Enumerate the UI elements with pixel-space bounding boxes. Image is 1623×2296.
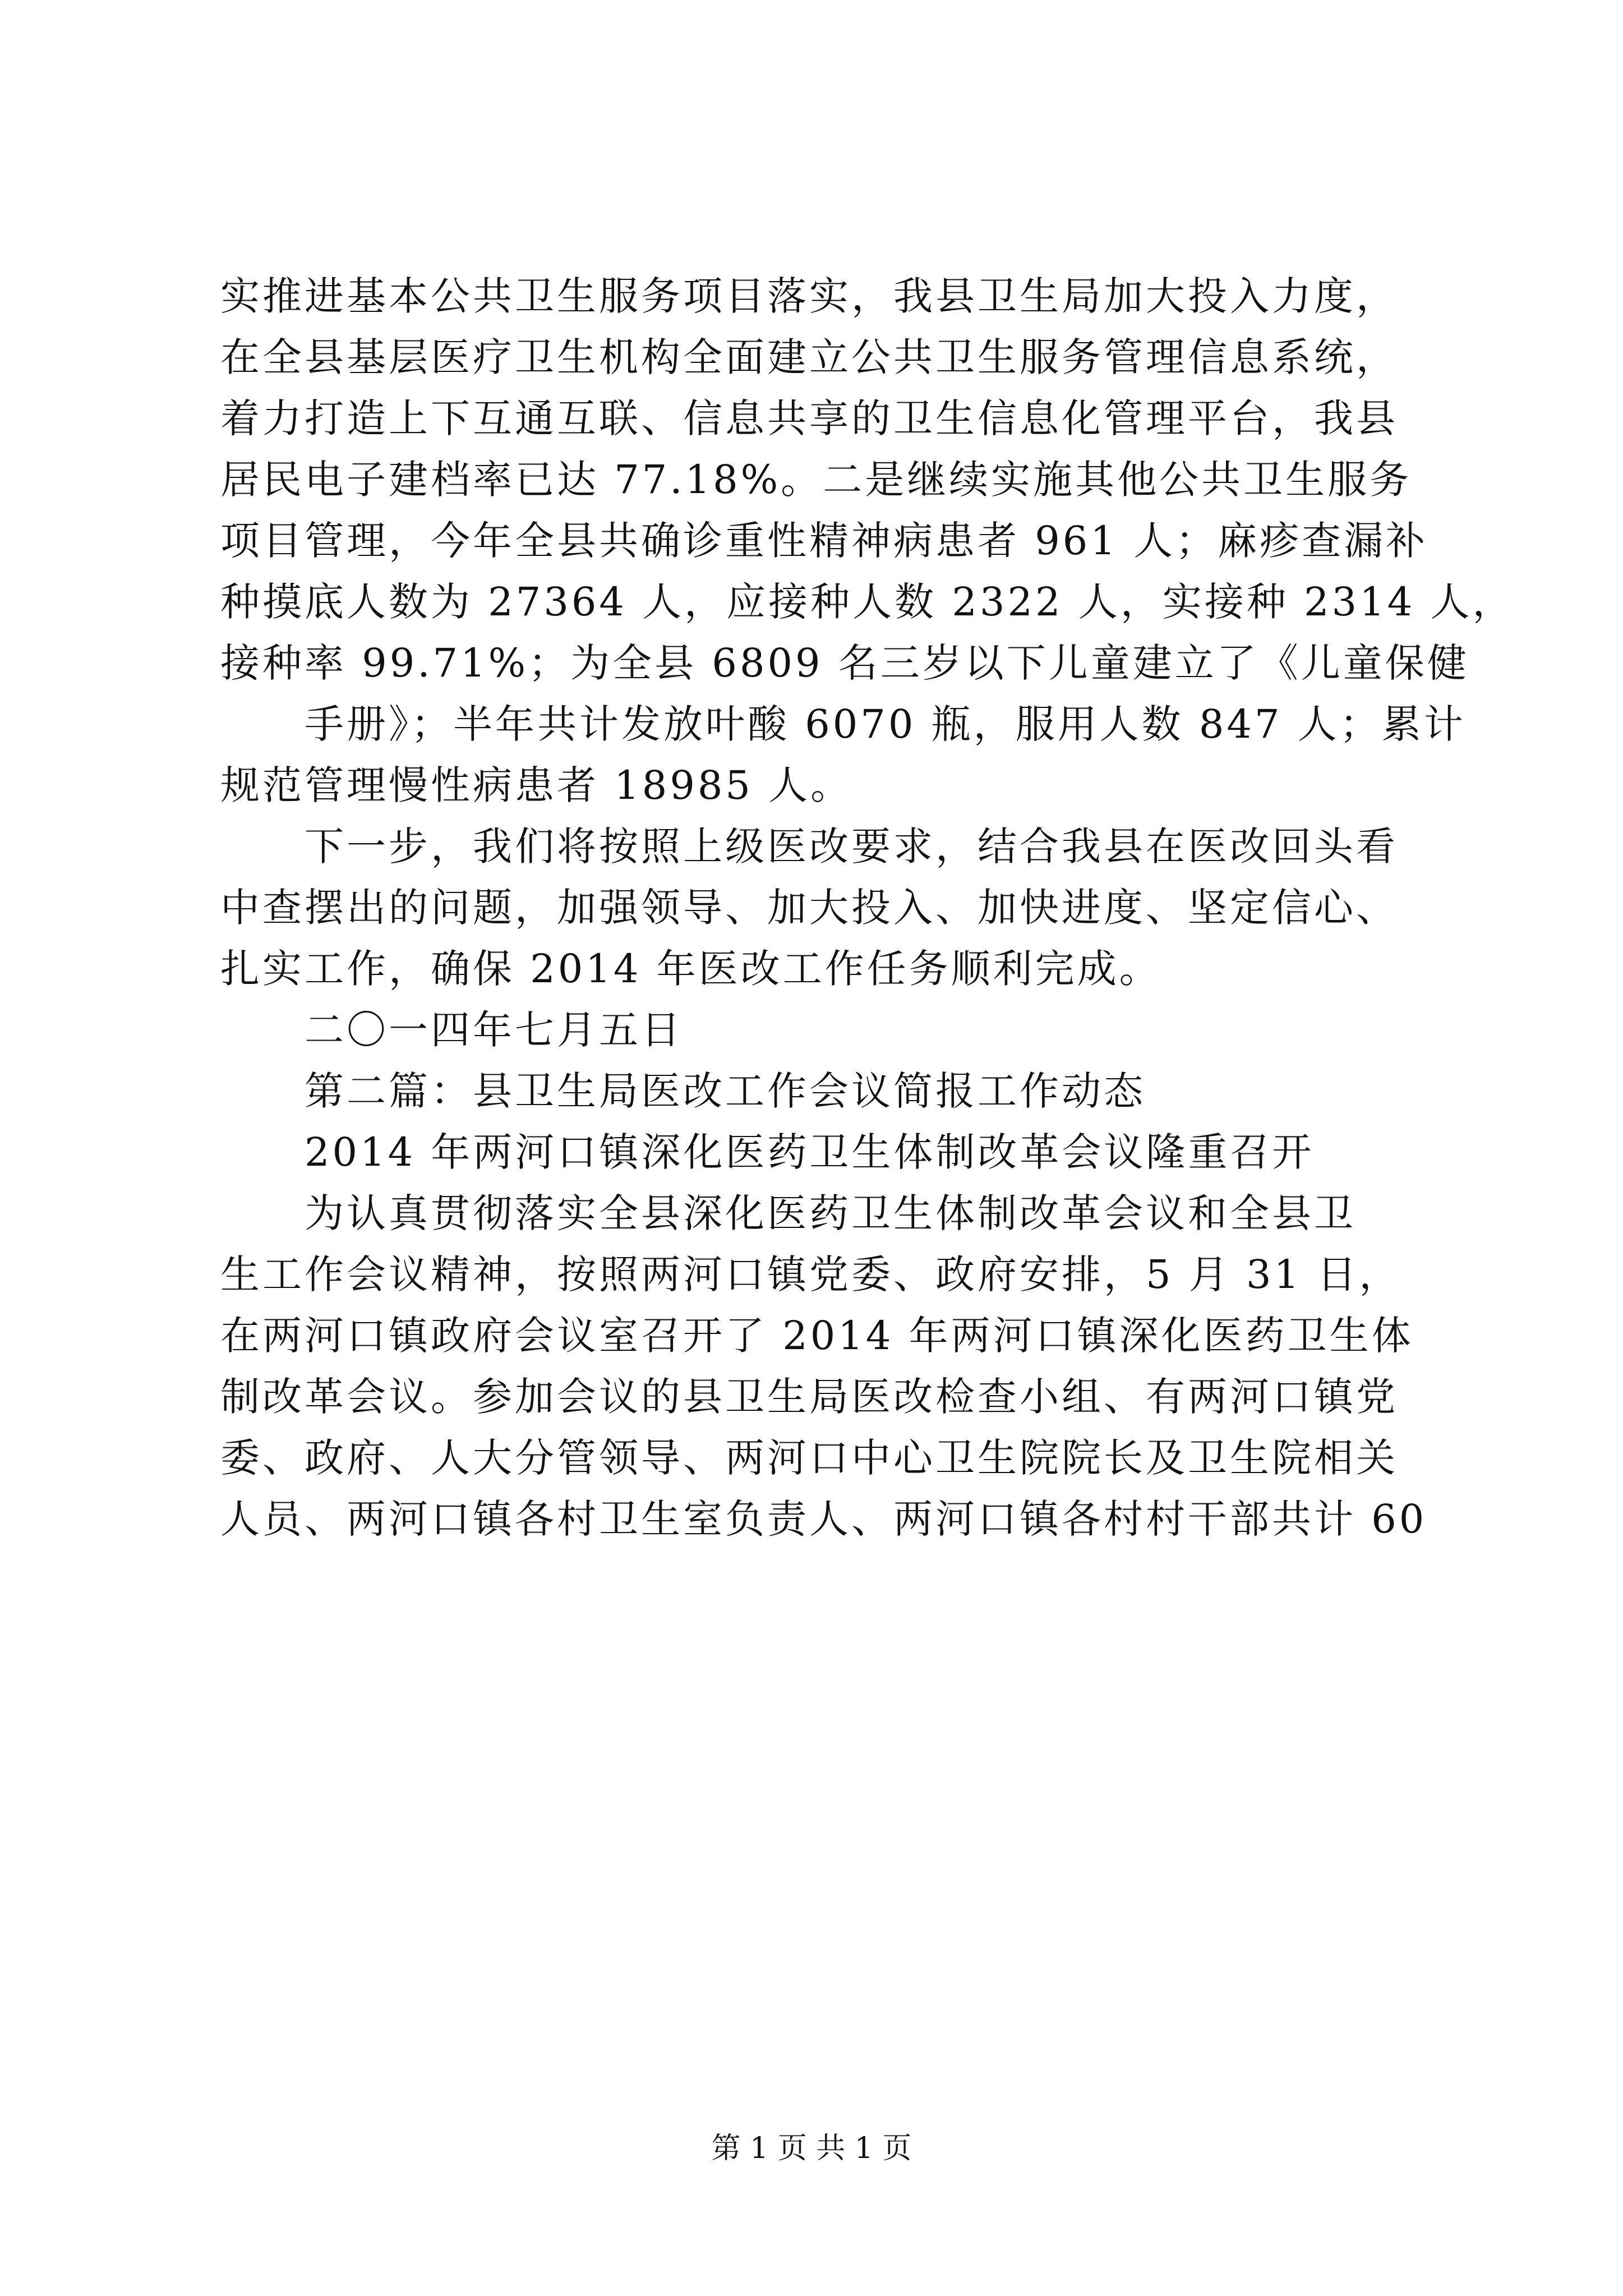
body-line-8: 手册》；半年共计发放叶酸 6070 瓶，服用人数 847 人；累计 — [305, 701, 1466, 747]
date-line: 二〇一四年七月五日 — [305, 1007, 683, 1053]
body-line-19: 制改革会议。参加会议的县卫生局医改检查小组、有两河口镇党 — [220, 1374, 1398, 1420]
body-line-16: 为认真贯彻落实全县深化医药卫生体制改革会议和全县卫 — [305, 1190, 1356, 1236]
body-line-10: 下一步，我们将按照上级医改要求，结合我县在医改回头看 — [305, 823, 1398, 869]
page-number-footer: 第 1 页 共 1 页 — [711, 2132, 912, 2165]
body-line-5: 项目管理，今年全县共确诊重性精神病患者 961 人；麻疹查漏补 — [220, 518, 1428, 564]
body-line-1: 实推进基本公共卫生服务项目落实，我县卫生局加大投入力度， — [220, 273, 1398, 319]
body-line-4: 居民电子建档率已达 77.18%。二是继续实施其他公共卫生服务 — [220, 457, 1412, 503]
body-line-17: 生工作会议精神，按照两河口镇党委、政府安排，5 月 31 日， — [220, 1251, 1401, 1297]
body-line-7: 接种率 99.71%；为全县 6809 名三岁以下儿童建立了《儿童保健 — [220, 640, 1469, 686]
body-line-11: 中查摆出的问题，加强领导、加大投入、加快进度、坚定信心、 — [220, 885, 1398, 931]
body-line-12: 扎实工作，确保 2014 年医改工作任务顺利完成。 — [220, 946, 1161, 992]
body-line-20: 委、政府、人大分管领导、两河口中心卫生院院长及卫生院相关 — [220, 1435, 1398, 1481]
body-line-21: 人员、两河口镇各村卫生室负责人、两河口镇各村村干部共计 60 — [220, 1496, 1427, 1542]
body-line-18: 在两河口镇政府会议室召开了 2014 年两河口镇深化医药卫生体 — [220, 1313, 1414, 1359]
section-heading: 第二篇：县卫生局医改工作会议简报工作动态 — [305, 1068, 1146, 1114]
body-line-6: 种摸底人数为 27364 人，应接种人数 2322 人，实接种 2314 人， — [220, 579, 1515, 625]
body-line-2: 在全县基层医疗卫生机构全面建立公共卫生服务管理信息系统， — [220, 334, 1398, 380]
body-line-9: 规范管理慢性病患者 18985 人。 — [220, 762, 853, 808]
document-body — [220, 266, 1515, 1550]
article-title: 2014 年两河口镇深化医药卫生体制改革会议隆重召开 — [305, 1129, 1315, 1175]
body-line-3: 着力打造上下互通互联、信息共享的卫生信息化管理平台，我县 — [220, 395, 1398, 441]
